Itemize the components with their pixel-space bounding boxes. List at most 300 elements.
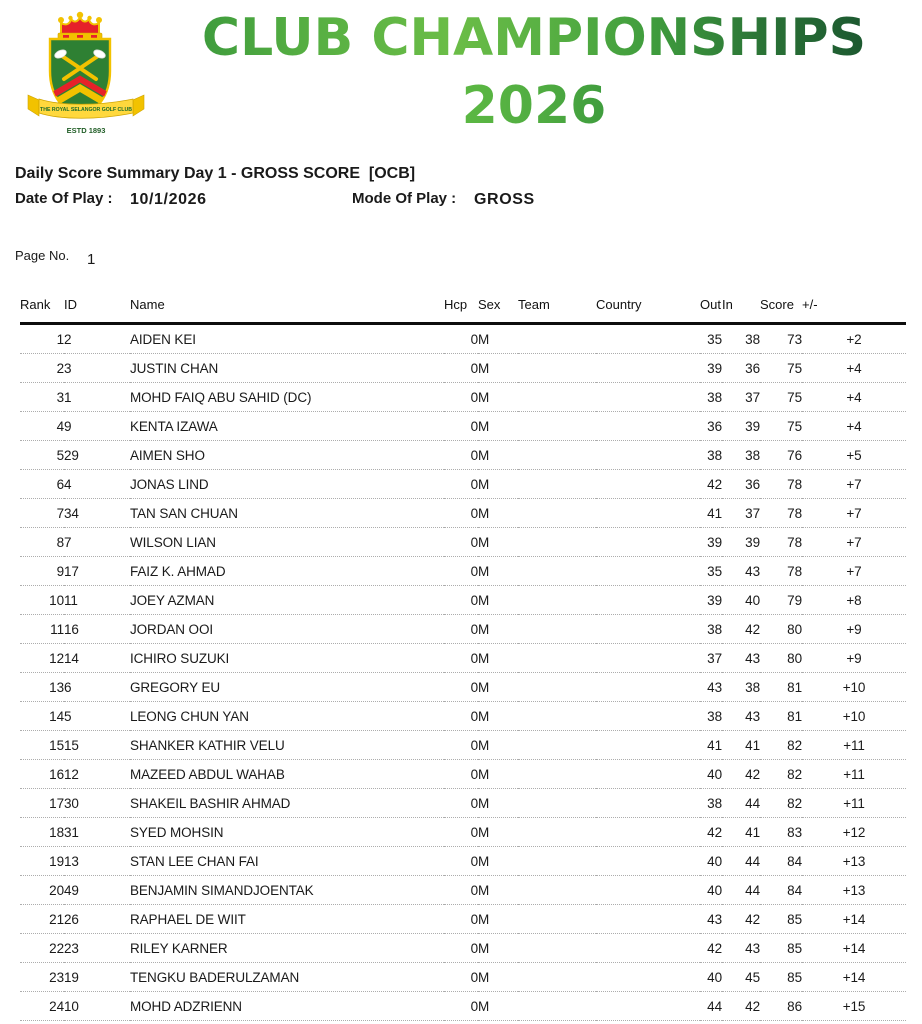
cell-name: TAN SAN CHUAN xyxy=(130,499,444,528)
cell-out: 39 xyxy=(700,354,722,383)
cell-in: 38 xyxy=(722,441,760,470)
cell-out: 40 xyxy=(700,963,722,992)
cell-in: 44 xyxy=(722,789,760,818)
table-row xyxy=(20,412,906,441)
cell-country xyxy=(596,905,700,934)
cell-in: 43 xyxy=(722,702,760,731)
cell-diff: +8 xyxy=(802,586,906,615)
cell-diff: +14 xyxy=(802,905,906,934)
cell-id: 5 xyxy=(64,702,130,731)
cell-diff: +10 xyxy=(802,702,906,731)
event-title-line2: 2026 xyxy=(461,76,607,136)
cell-id: 6 xyxy=(64,673,130,702)
cell-country xyxy=(596,789,700,818)
col-header-id: ID xyxy=(64,293,130,324)
cell-hcp: 0 xyxy=(444,412,478,441)
cell-score: 73 xyxy=(760,324,802,354)
cell-team xyxy=(518,847,596,876)
cell-hcp: 0 xyxy=(444,383,478,412)
cell-score: 82 xyxy=(760,760,802,789)
table-row xyxy=(20,992,906,1021)
cell-country xyxy=(596,644,700,673)
cell-sex: M xyxy=(478,644,518,673)
cell-in: 37 xyxy=(722,383,760,412)
cell-country xyxy=(596,470,700,499)
cell-hcp: 0 xyxy=(444,934,478,963)
col-header-name: Name xyxy=(130,293,444,324)
cell-score: 85 xyxy=(760,934,802,963)
cell-sex: M xyxy=(478,760,518,789)
cell-team xyxy=(518,992,596,1021)
date-of-play-value: 10/1/2026 xyxy=(130,191,207,208)
table-row xyxy=(20,702,906,731)
summary-title: Daily Score Summary Day 1 - GROSS SCORE [OCB] xyxy=(15,165,416,182)
table-row xyxy=(20,789,906,818)
score-table xyxy=(20,293,906,1021)
cell-out: 40 xyxy=(700,847,722,876)
cell-sex: M xyxy=(478,731,518,760)
cell-name: SYED MOHSIN xyxy=(130,818,444,847)
cell-rank: 17 xyxy=(20,789,64,818)
cell-rank: 6 xyxy=(20,470,64,499)
cell-score: 82 xyxy=(760,789,802,818)
cell-team xyxy=(518,673,596,702)
cell-hcp: 0 xyxy=(444,818,478,847)
cell-rank: 18 xyxy=(20,818,64,847)
cell-hcp: 0 xyxy=(444,731,478,760)
cell-hcp: 0 xyxy=(444,499,478,528)
cell-in: 44 xyxy=(722,847,760,876)
cell-score: 80 xyxy=(760,615,802,644)
cell-score: 79 xyxy=(760,586,802,615)
cell-score: 78 xyxy=(760,528,802,557)
cell-sex: M xyxy=(478,615,518,644)
col-header-country: Country xyxy=(596,293,700,324)
cell-diff: +7 xyxy=(802,470,906,499)
cell-in: 42 xyxy=(722,615,760,644)
cell-sex: M xyxy=(478,586,518,615)
cell-id: 15 xyxy=(64,731,130,760)
cell-rank: 10 xyxy=(20,586,64,615)
cell-rank: 9 xyxy=(20,557,64,586)
cell-score: 80 xyxy=(760,644,802,673)
cell-diff: +9 xyxy=(802,644,906,673)
cell-country xyxy=(596,702,700,731)
cell-name: JORDAN OOI xyxy=(130,615,444,644)
cell-diff: +4 xyxy=(802,412,906,441)
cell-out: 38 xyxy=(700,441,722,470)
cell-sex: M xyxy=(478,673,518,702)
cell-name: KENTA IZAWA xyxy=(130,412,444,441)
cell-id: 30 xyxy=(64,789,130,818)
cell-sex: M xyxy=(478,383,518,412)
cell-in: 43 xyxy=(722,934,760,963)
cell-in: 42 xyxy=(722,905,760,934)
table-row xyxy=(20,324,906,354)
cell-in: 40 xyxy=(722,586,760,615)
cell-team xyxy=(518,963,596,992)
cell-in: 44 xyxy=(722,876,760,905)
cell-rank: 24 xyxy=(20,992,64,1021)
cell-id: 2 xyxy=(64,324,130,354)
cell-out: 39 xyxy=(700,586,722,615)
cell-team xyxy=(518,644,596,673)
cell-score: 84 xyxy=(760,847,802,876)
cell-team xyxy=(518,528,596,557)
table-row xyxy=(20,557,906,586)
cell-hcp: 0 xyxy=(444,847,478,876)
table-row xyxy=(20,847,906,876)
cell-team xyxy=(518,412,596,441)
col-header-score: Score xyxy=(760,293,802,324)
cell-rank: 7 xyxy=(20,499,64,528)
table-row xyxy=(20,963,906,992)
cell-in: 37 xyxy=(722,499,760,528)
table-row xyxy=(20,383,906,412)
cell-country xyxy=(596,673,700,702)
table-row xyxy=(20,586,906,615)
cell-out: 38 xyxy=(700,702,722,731)
cell-name: FAIZ K. AHMAD xyxy=(130,557,444,586)
cell-id: 10 xyxy=(64,992,130,1021)
cell-team xyxy=(518,731,596,760)
cell-hcp: 0 xyxy=(444,586,478,615)
cell-country xyxy=(596,586,700,615)
cell-hcp: 0 xyxy=(444,470,478,499)
cell-diff: +11 xyxy=(802,731,906,760)
cell-team xyxy=(518,905,596,934)
cell-in: 43 xyxy=(722,644,760,673)
cell-rank: 1 xyxy=(20,324,64,354)
cell-score: 86 xyxy=(760,992,802,1021)
cell-hcp: 0 xyxy=(444,702,478,731)
cell-rank: 22 xyxy=(20,934,64,963)
cell-in: 41 xyxy=(722,731,760,760)
estd-text: ESTD 1893 xyxy=(66,126,106,135)
mode-of-play-label: Mode Of Play : xyxy=(352,190,457,207)
cell-hcp: 0 xyxy=(444,760,478,789)
cell-id: 26 xyxy=(64,905,130,934)
cell-team xyxy=(518,441,596,470)
cell-name: MOHD ADZRIENN xyxy=(130,992,444,1021)
cell-country xyxy=(596,528,700,557)
date-of-play-label: Date Of Play : xyxy=(15,190,113,207)
cell-out: 43 xyxy=(700,673,722,702)
cell-team xyxy=(518,818,596,847)
event-title-line1: CLUB CHAMPIONSHIPS xyxy=(201,8,867,68)
cell-out: 40 xyxy=(700,876,722,905)
cell-score: 78 xyxy=(760,499,802,528)
cell-hcp: 0 xyxy=(444,354,478,383)
col-header-out: Out xyxy=(700,293,722,324)
cell-team xyxy=(518,760,596,789)
cell-hcp: 0 xyxy=(444,673,478,702)
cell-score: 81 xyxy=(760,673,802,702)
cell-score: 84 xyxy=(760,876,802,905)
table-row xyxy=(20,528,906,557)
cell-sex: M xyxy=(478,905,518,934)
cell-name: LEONG CHUN YAN xyxy=(130,702,444,731)
cell-country xyxy=(596,934,700,963)
cell-rank: 11 xyxy=(20,615,64,644)
cell-name: JONAS LIND xyxy=(130,470,444,499)
cell-sex: M xyxy=(478,789,518,818)
cell-name: STAN LEE CHAN FAI xyxy=(130,847,444,876)
cell-hcp: 0 xyxy=(444,557,478,586)
cell-id: 23 xyxy=(64,934,130,963)
cell-name: MAZEED ABDUL WAHAB xyxy=(130,760,444,789)
cell-out: 38 xyxy=(700,789,722,818)
cell-out: 42 xyxy=(700,934,722,963)
cell-out: 35 xyxy=(700,324,722,354)
cell-hcp: 0 xyxy=(444,615,478,644)
cell-hcp: 0 xyxy=(444,644,478,673)
cell-in: 43 xyxy=(722,557,760,586)
cell-team xyxy=(518,586,596,615)
table-row xyxy=(20,499,906,528)
col-header-hcp: Hcp xyxy=(444,293,478,324)
cell-diff: +7 xyxy=(802,557,906,586)
cell-name: SHAKEIL BASHIR AHMAD xyxy=(130,789,444,818)
cell-hcp: 0 xyxy=(444,789,478,818)
table-row xyxy=(20,760,906,789)
cell-in: 36 xyxy=(722,354,760,383)
cell-hcp: 0 xyxy=(444,992,478,1021)
col-header-in: In xyxy=(722,293,760,324)
page-no-value: 1 xyxy=(87,251,96,268)
cell-in: 38 xyxy=(722,324,760,354)
cell-id: 34 xyxy=(64,499,130,528)
cell-sex: M xyxy=(478,528,518,557)
cell-country xyxy=(596,992,700,1021)
cell-sex: M xyxy=(478,354,518,383)
cell-rank: 19 xyxy=(20,847,64,876)
cell-country xyxy=(596,615,700,644)
table-row xyxy=(20,905,906,934)
cell-team xyxy=(518,702,596,731)
cell-diff: +13 xyxy=(802,876,906,905)
col-header-team: Team xyxy=(518,293,596,324)
cell-hcp: 0 xyxy=(444,963,478,992)
cell-rank: 2 xyxy=(20,354,64,383)
cell-name: TENGKU BADERULZAMAN xyxy=(130,963,444,992)
table-row xyxy=(20,644,906,673)
cell-id: 19 xyxy=(64,963,130,992)
cell-id: 9 xyxy=(64,412,130,441)
cell-score: 82 xyxy=(760,731,802,760)
cell-diff: +5 xyxy=(802,441,906,470)
cell-team xyxy=(518,354,596,383)
cell-rank: 8 xyxy=(20,528,64,557)
cell-diff: +2 xyxy=(802,324,906,354)
cell-in: 42 xyxy=(722,992,760,1021)
cell-hcp: 0 xyxy=(444,905,478,934)
table-row xyxy=(20,876,906,905)
cell-name: WILSON LIAN xyxy=(130,528,444,557)
cell-score: 81 xyxy=(760,702,802,731)
cell-diff: +7 xyxy=(802,499,906,528)
cell-country xyxy=(596,354,700,383)
cell-id: 29 xyxy=(64,441,130,470)
cell-country xyxy=(596,847,700,876)
crown-icon xyxy=(58,12,102,41)
cell-out: 37 xyxy=(700,644,722,673)
cell-in: 36 xyxy=(722,470,760,499)
cell-rank: 16 xyxy=(20,760,64,789)
club-crest-logo xyxy=(26,8,146,140)
cell-name: JOEY AZMAN xyxy=(130,586,444,615)
cell-team xyxy=(518,383,596,412)
cell-name: JUSTIN CHAN xyxy=(130,354,444,383)
cell-diff: +11 xyxy=(802,760,906,789)
cell-sex: M xyxy=(478,324,518,354)
cell-id: 11 xyxy=(64,586,130,615)
cell-sex: M xyxy=(478,847,518,876)
cell-name: GREGORY EU xyxy=(130,673,444,702)
cell-diff: +15 xyxy=(802,992,906,1021)
cell-out: 41 xyxy=(700,731,722,760)
cell-out: 35 xyxy=(700,557,722,586)
cell-sex: M xyxy=(478,818,518,847)
cell-id: 1 xyxy=(64,383,130,412)
cell-rank: 4 xyxy=(20,412,64,441)
cell-out: 41 xyxy=(700,499,722,528)
cell-diff: +14 xyxy=(802,963,906,992)
cell-out: 44 xyxy=(700,992,722,1021)
cell-id: 3 xyxy=(64,354,130,383)
cell-id: 12 xyxy=(64,760,130,789)
cell-rank: 14 xyxy=(20,702,64,731)
cell-country xyxy=(596,760,700,789)
cell-out: 40 xyxy=(700,760,722,789)
cell-score: 78 xyxy=(760,470,802,499)
cell-score: 78 xyxy=(760,557,802,586)
cell-name: AIMEN SHO xyxy=(130,441,444,470)
cell-country xyxy=(596,818,700,847)
cell-name: SHANKER KATHIR VELU xyxy=(130,731,444,760)
cell-id: 49 xyxy=(64,876,130,905)
cell-team xyxy=(518,470,596,499)
table-header-row xyxy=(20,293,906,324)
cell-name: RILEY KARNER xyxy=(130,934,444,963)
cell-id: 4 xyxy=(64,470,130,499)
cell-score: 83 xyxy=(760,818,802,847)
cell-sex: M xyxy=(478,702,518,731)
cell-hcp: 0 xyxy=(444,876,478,905)
table-row xyxy=(20,441,906,470)
cell-out: 38 xyxy=(700,383,722,412)
cell-score: 75 xyxy=(760,354,802,383)
cell-sex: M xyxy=(478,963,518,992)
cell-id: 7 xyxy=(64,528,130,557)
cell-rank: 23 xyxy=(20,963,64,992)
cell-team xyxy=(518,499,596,528)
table-row xyxy=(20,934,906,963)
cell-country xyxy=(596,963,700,992)
cell-diff: +4 xyxy=(802,354,906,383)
cell-team xyxy=(518,615,596,644)
cell-rank: 13 xyxy=(20,673,64,702)
cell-sex: M xyxy=(478,470,518,499)
cell-in: 39 xyxy=(722,528,760,557)
cell-out: 43 xyxy=(700,905,722,934)
cell-name: BENJAMIN SIMANDJOENTAK xyxy=(130,876,444,905)
cell-rank: 3 xyxy=(20,383,64,412)
col-header-diff: +/- xyxy=(802,293,906,324)
cell-country xyxy=(596,383,700,412)
cell-sex: M xyxy=(478,992,518,1021)
event-title xyxy=(150,10,918,146)
cell-country xyxy=(596,557,700,586)
cell-score: 85 xyxy=(760,905,802,934)
cell-name: ICHIRO SUZUKI xyxy=(130,644,444,673)
cell-hcp: 0 xyxy=(444,324,478,354)
cell-out: 36 xyxy=(700,412,722,441)
cell-country xyxy=(596,412,700,441)
cell-diff: +11 xyxy=(802,789,906,818)
cell-rank: 5 xyxy=(20,441,64,470)
cell-sex: M xyxy=(478,876,518,905)
cell-diff: +13 xyxy=(802,847,906,876)
cell-id: 17 xyxy=(64,557,130,586)
table-row xyxy=(20,731,906,760)
cell-diff: +12 xyxy=(802,818,906,847)
cell-score: 75 xyxy=(760,412,802,441)
cell-id: 16 xyxy=(64,615,130,644)
cell-rank: 15 xyxy=(20,731,64,760)
cell-in: 41 xyxy=(722,818,760,847)
col-header-sex: Sex xyxy=(478,293,518,324)
cell-rank: 20 xyxy=(20,876,64,905)
cell-out: 39 xyxy=(700,528,722,557)
table-row xyxy=(20,615,906,644)
cell-out: 42 xyxy=(700,470,722,499)
col-header-rank: Rank xyxy=(20,293,64,324)
cell-score: 75 xyxy=(760,383,802,412)
cell-sex: M xyxy=(478,499,518,528)
cell-in: 45 xyxy=(722,963,760,992)
cell-id: 13 xyxy=(64,847,130,876)
cell-team xyxy=(518,934,596,963)
mode-of-play-value: GROSS xyxy=(474,191,535,208)
cell-hcp: 0 xyxy=(444,528,478,557)
cell-rank: 21 xyxy=(20,905,64,934)
cell-diff: +14 xyxy=(802,934,906,963)
table-row xyxy=(20,818,906,847)
cell-out: 42 xyxy=(700,818,722,847)
cell-id: 14 xyxy=(64,644,130,673)
cell-sex: M xyxy=(478,412,518,441)
cell-team xyxy=(518,324,596,354)
cell-diff: +9 xyxy=(802,615,906,644)
cell-in: 42 xyxy=(722,760,760,789)
cell-in: 38 xyxy=(722,673,760,702)
cell-country xyxy=(596,499,700,528)
cell-team xyxy=(518,557,596,586)
cell-diff: +7 xyxy=(802,528,906,557)
cell-sex: M xyxy=(478,441,518,470)
cell-name: AIDEN KEI xyxy=(130,324,444,354)
cell-score: 85 xyxy=(760,963,802,992)
cell-rank: 12 xyxy=(20,644,64,673)
cell-country xyxy=(596,876,700,905)
cell-country xyxy=(596,731,700,760)
cell-sex: M xyxy=(478,934,518,963)
cell-name: MOHD FAIQ ABU SAHID (DC) xyxy=(130,383,444,412)
cell-out: 38 xyxy=(700,615,722,644)
cell-diff: +10 xyxy=(802,673,906,702)
cell-team xyxy=(518,789,596,818)
